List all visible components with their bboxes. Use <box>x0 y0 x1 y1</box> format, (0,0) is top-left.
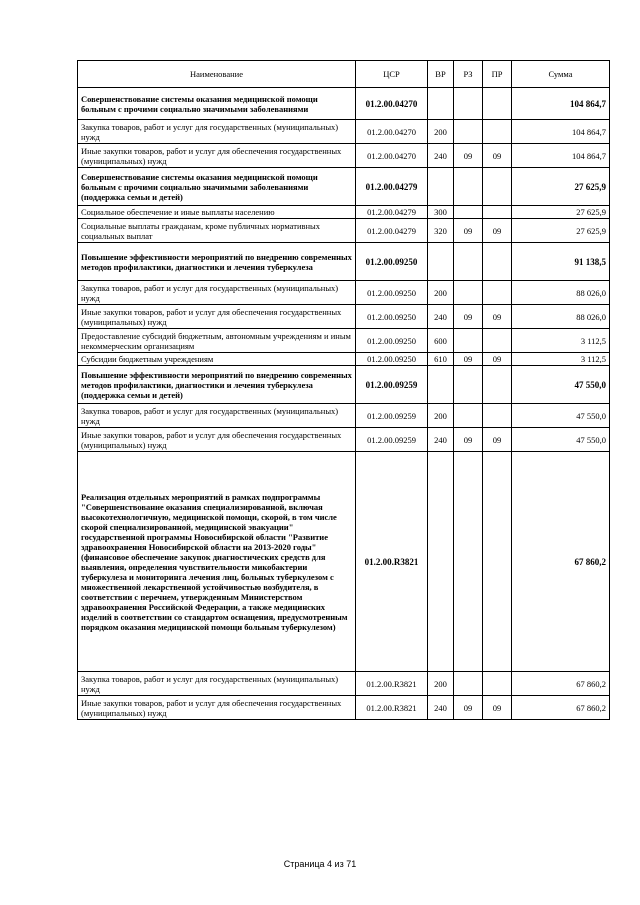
table-body <box>78 88 610 720</box>
table-row <box>78 120 610 144</box>
cell-pr <box>483 329 512 353</box>
cell-name: Предоставление субсидий бюджетным, автономным учреждениям и иным некоммерческим организациям <box>78 329 356 353</box>
cell-pr <box>483 243 512 281</box>
cell-vr: 300 <box>428 206 454 219</box>
cell-name: Иные закупки товаров, работ и услуг для обеспечения государственных (муниципальных) нужд <box>78 428 356 452</box>
table-row <box>78 353 610 366</box>
cell-vr: 600 <box>428 329 454 353</box>
cell-rz <box>454 120 483 144</box>
cell-pr <box>483 366 512 404</box>
cell-sum: 104 864,7 <box>512 144 610 168</box>
table-row <box>78 206 610 219</box>
cell-sum: 88 026,0 <box>512 281 610 305</box>
table-row <box>78 366 610 404</box>
header-csr: ЦСР <box>356 61 428 88</box>
cell-vr: 240 <box>428 144 454 168</box>
cell-csr: 01.2.00.04279 <box>356 206 428 219</box>
cell-csr: 01.2.00.04279 <box>356 219 428 243</box>
cell-csr: 01.2.00.09259 <box>356 366 428 404</box>
cell-vr: 610 <box>428 353 454 366</box>
cell-name: Субсидии бюджетным учреждениям <box>78 353 356 366</box>
cell-vr: 200 <box>428 404 454 428</box>
cell-vr: 240 <box>428 305 454 329</box>
cell-csr: 01.2.00.09259 <box>356 404 428 428</box>
cell-rz <box>454 281 483 305</box>
cell-sum: 67 860,2 <box>512 452 610 672</box>
cell-pr <box>483 120 512 144</box>
cell-sum: 27 625,9 <box>512 219 610 243</box>
cell-csr: 01.2.00.04270 <box>356 144 428 168</box>
table-row <box>78 305 610 329</box>
table-row <box>78 404 610 428</box>
cell-sum: 3 112,5 <box>512 329 610 353</box>
cell-rz: 09 <box>454 353 483 366</box>
cell-csr: 01.2.00.04279 <box>356 168 428 206</box>
cell-sum: 27 625,9 <box>512 168 610 206</box>
budget-table-container <box>77 60 609 720</box>
cell-csr: 01.2.00.09250 <box>356 353 428 366</box>
table-row <box>78 88 610 120</box>
cell-pr <box>483 404 512 428</box>
cell-pr <box>483 206 512 219</box>
cell-name: Повышение эффективности мероприятий по внедрению современных методов профилактики, диагностики и лечения туберкулеза (поддержка семьи и детей) <box>78 366 356 404</box>
cell-sum: 91 138,5 <box>512 243 610 281</box>
cell-rz: 09 <box>454 428 483 452</box>
table-row <box>78 672 610 696</box>
cell-csr: 01.2.00.09250 <box>356 329 428 353</box>
header-rz: РЗ <box>454 61 483 88</box>
cell-name: Закупка товаров, работ и услуг для государственных (муниципальных) нужд <box>78 281 356 305</box>
cell-vr: 240 <box>428 428 454 452</box>
cell-vr: 240 <box>428 696 454 720</box>
cell-rz: 09 <box>454 144 483 168</box>
cell-sum: 67 860,2 <box>512 672 610 696</box>
cell-csr: 01.2.00.R3821 <box>356 672 428 696</box>
cell-pr: 09 <box>483 353 512 366</box>
cell-name: Иные закупки товаров, работ и услуг для обеспечения государственных (муниципальных) нужд <box>78 696 356 720</box>
cell-rz <box>454 88 483 120</box>
cell-pr: 09 <box>483 428 512 452</box>
cell-vr: 200 <box>428 672 454 696</box>
header-pr: ПР <box>483 61 512 88</box>
cell-pr: 09 <box>483 219 512 243</box>
cell-name: Совершенствование системы оказания медицинской помощи больным с прочими социально значимыми заболеваниями <box>78 88 356 120</box>
table-row <box>78 168 610 206</box>
cell-rz <box>454 243 483 281</box>
cell-sum: 27 625,9 <box>512 206 610 219</box>
table-row <box>78 696 610 720</box>
cell-pr <box>483 168 512 206</box>
table-row <box>78 219 610 243</box>
table-row <box>78 452 610 672</box>
cell-rz <box>454 329 483 353</box>
cell-pr <box>483 452 512 672</box>
cell-csr: 01.2.00.09250 <box>356 305 428 329</box>
cell-sum: 104 864,7 <box>512 88 610 120</box>
cell-rz <box>454 672 483 696</box>
cell-vr <box>428 366 454 404</box>
table-row <box>78 243 610 281</box>
cell-rz: 09 <box>454 696 483 720</box>
cell-csr: 01.2.00.R3821 <box>356 696 428 720</box>
cell-csr: 01.2.00.04270 <box>356 120 428 144</box>
cell-vr <box>428 88 454 120</box>
cell-name: Социальное обеспечение и иные выплаты населению <box>78 206 356 219</box>
budget-table <box>77 60 610 720</box>
cell-pr: 09 <box>483 696 512 720</box>
cell-name: Иные закупки товаров, работ и услуг для обеспечения государственных (муниципальных) нужд <box>78 144 356 168</box>
cell-rz: 09 <box>454 305 483 329</box>
cell-sum: 104 864,7 <box>512 120 610 144</box>
table-row <box>78 144 610 168</box>
cell-pr: 09 <box>483 305 512 329</box>
cell-pr: 09 <box>483 144 512 168</box>
table-header-row <box>78 61 610 88</box>
cell-sum: 3 112,5 <box>512 353 610 366</box>
cell-sum: 47 550,0 <box>512 428 610 452</box>
cell-rz <box>454 452 483 672</box>
cell-name: Иные закупки товаров, работ и услуг для обеспечения государственных (муниципальных) нужд <box>78 305 356 329</box>
table-row <box>78 428 610 452</box>
cell-vr <box>428 168 454 206</box>
header-vr: ВР <box>428 61 454 88</box>
cell-vr <box>428 243 454 281</box>
table-row <box>78 329 610 353</box>
cell-name: Закупка товаров, работ и услуг для государственных (муниципальных) нужд <box>78 404 356 428</box>
cell-pr <box>483 88 512 120</box>
cell-name: Закупка товаров, работ и услуг для государственных (муниципальных) нужд <box>78 120 356 144</box>
cell-sum: 67 860,2 <box>512 696 610 720</box>
cell-csr: 01.2.00.09250 <box>356 243 428 281</box>
cell-name: Реализация отдельных мероприятий в рамках подпрограммы "Совершенствование оказания специализированной, включая высокотехнологичную, медицинской помощи, скорой, в том числе скорой специализированной, медицинской эвакуации" государственной программы Новосибирской области "Развитие здравоохранения Новосибирской области на 2013-2020 годы" (финансовое обеспечение закупок диагностических средств для выявления, определения чувствительности микобактерии туберкулеза и мониторинга лечения лиц, больных туберкулезом с множественной лекарственной устойчивостью возбудителя, в соответствии с перечнем, утвержденным Министерством здравоохранения Российской Федерации, а также медицинских изделий в соответствии со стандартом оснащения, предусмотренным порядком оказания медицинской помощи больным туберкулезом) <box>78 452 356 672</box>
cell-rz <box>454 404 483 428</box>
cell-sum: 47 550,0 <box>512 366 610 404</box>
cell-pr <box>483 672 512 696</box>
cell-name: Закупка товаров, работ и услуг для государственных (муниципальных) нужд <box>78 672 356 696</box>
cell-rz <box>454 366 483 404</box>
cell-vr: 320 <box>428 219 454 243</box>
cell-csr: 01.2.00.R3821 <box>356 452 428 672</box>
cell-vr <box>428 452 454 672</box>
header-name: Наименование <box>78 61 356 88</box>
cell-name: Социальные выплаты гражданам, кроме публичных нормативных социальных выплат <box>78 219 356 243</box>
cell-csr: 01.2.00.09250 <box>356 281 428 305</box>
cell-vr: 200 <box>428 120 454 144</box>
cell-sum: 88 026,0 <box>512 305 610 329</box>
page-footer: Страница 4 из 71 <box>283 859 357 869</box>
cell-name: Повышение эффективности мероприятий по внедрению современных методов профилактики, диагностики и лечения туберкулеза <box>78 243 356 281</box>
cell-csr: 01.2.00.09259 <box>356 428 428 452</box>
cell-csr: 01.2.00.04270 <box>356 88 428 120</box>
cell-rz <box>454 206 483 219</box>
table-row <box>78 281 610 305</box>
header-sum: Сумма <box>512 61 610 88</box>
cell-rz <box>454 168 483 206</box>
cell-rz: 09 <box>454 219 483 243</box>
cell-name: Совершенствование системы оказания медицинской помощи больным с прочими социально значимыми заболеваниями (поддержка семьи и детей) <box>78 168 356 206</box>
cell-vr: 200 <box>428 281 454 305</box>
cell-pr <box>483 281 512 305</box>
cell-sum: 47 550,0 <box>512 404 610 428</box>
